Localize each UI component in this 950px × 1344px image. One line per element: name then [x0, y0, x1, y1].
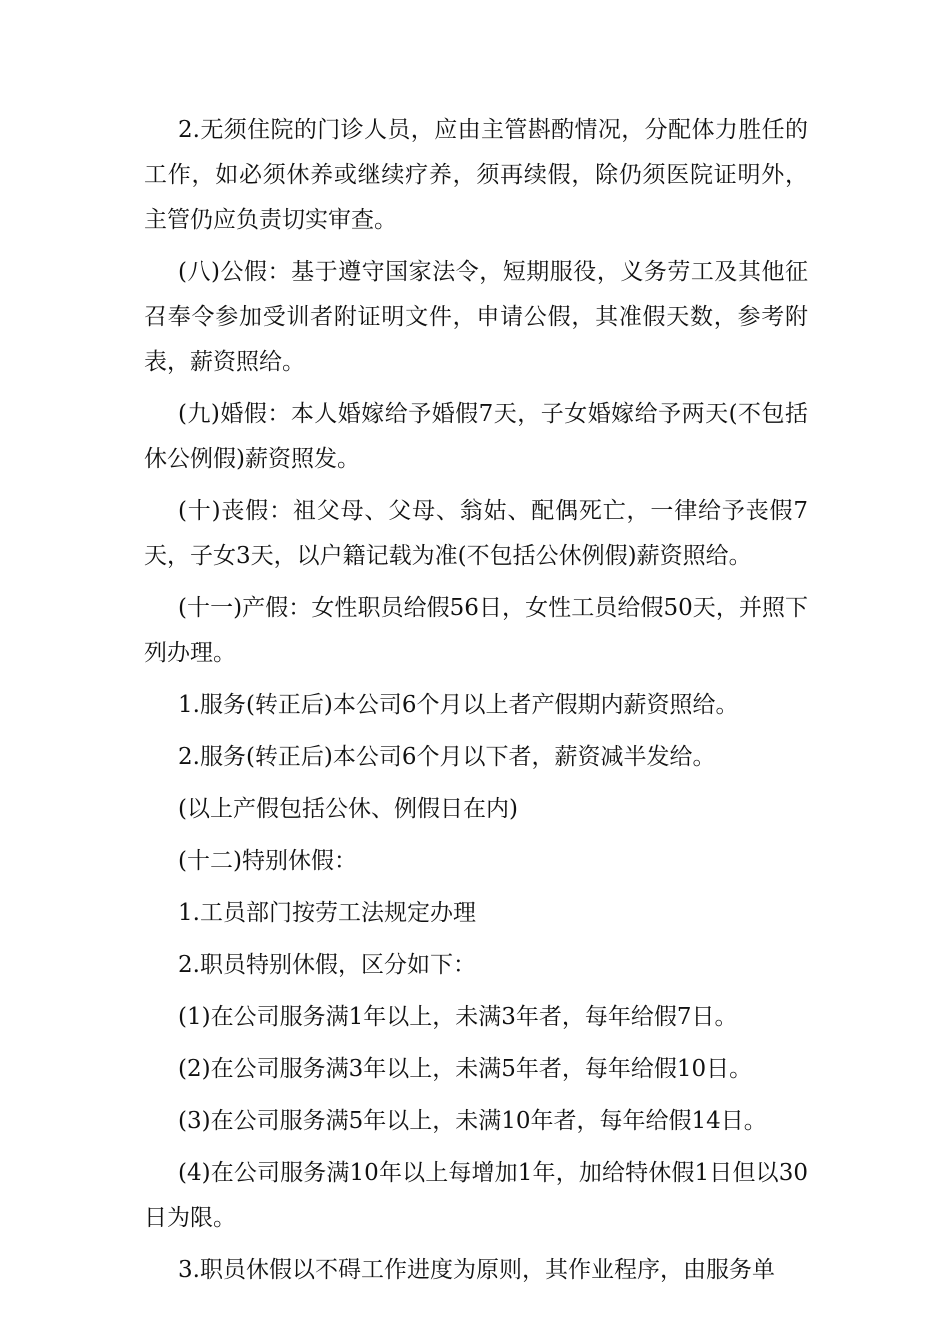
paragraph-special-leave-tier-3: (3)在公司服务满5年以上，未满10年者，每年给假14日。	[178, 1108, 767, 1134]
paragraph-special-leave-item-1: 1.工员部门按劳工法规定办理	[178, 900, 476, 926]
paragraph-outpatient-leave: 2.无须住院的门诊人员，应由主管斟酌情况，分配体力胜任的工作，如必须休养或继续疗养，须再续假，除仍须医院证明外，主管仍应负责切实审查。	[144, 117, 808, 233]
document-body	[144, 108, 808, 1300]
paragraph-maternity-item-1: 1.服务(转正后)本公司6个月以上者产假期内薪资照给。	[178, 692, 739, 718]
paragraph-maternity-note: (以上产假包括公休、例假日在内)	[178, 796, 518, 822]
paragraph-special-leave-item-2: 2.职员特别休假，区分如下：	[178, 952, 476, 978]
paragraph-special-leave-tier-2: (2)在公司服务满3年以上，未满5年者，每年给假10日。	[178, 1056, 753, 1082]
paragraph-special-leave-tier-4: (4)在公司服务满10年以上每增加1年，加给特休假1日但以30日为限。	[144, 1160, 808, 1231]
paragraph-public-leave: (八)公假：基于遵守国家法令，短期服役，义务劳工及其他征召奉令参加受训者附证明文件，申请公假，其准假天数，参考附表，薪资照给。	[144, 259, 808, 375]
paragraph-maternity-leave: (十一)产假：女性职员给假56日，女性工员给假50天，并照下列办理。	[144, 595, 808, 666]
paragraph-bereavement-leave: (十)丧假：祖父母、父母、翁姑、配偶死亡，一律给予丧假7天，子女3天，以户籍记载为准(不包括公休例假)薪资照给。	[144, 498, 808, 569]
paragraph-special-leave-heading: (十二)特别休假：	[178, 848, 357, 874]
paragraph-special-leave-tier-1: (1)在公司服务满1年以上，未满3年者，每年给假7日。	[178, 1004, 738, 1030]
paragraph-maternity-item-2: 2.服务(转正后)本公司6个月以下者，薪资减半发给。	[178, 744, 716, 770]
paragraph-special-leave-item-3: 3.职员休假以不碍工作进度为原则，其作业程序，由服务单	[178, 1257, 775, 1283]
paragraph-marriage-leave: (九)婚假：本人婚嫁给予婚假7天，子女婚嫁给予两天(不包括休公例假)薪资照发。	[144, 401, 808, 472]
